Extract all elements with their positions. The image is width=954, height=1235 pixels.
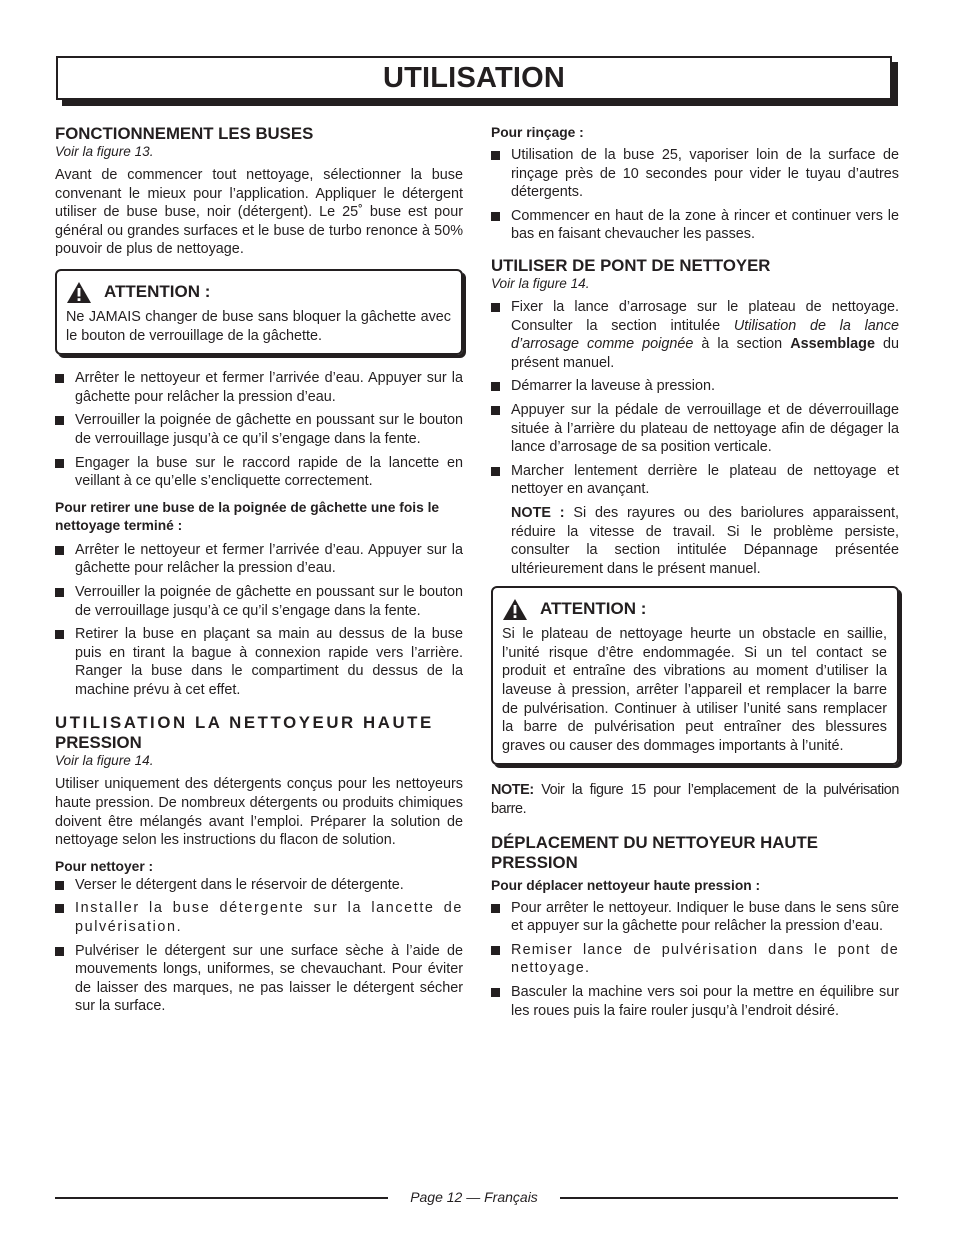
list-item bbox=[491, 462, 899, 499]
figure-ref: Voir la figure 14. bbox=[55, 753, 154, 769]
heading-utilisation-line1: UTILISATION LA NETTOYEUR HAUTE bbox=[55, 713, 434, 733]
list-item bbox=[491, 899, 899, 936]
bullet-square-icon bbox=[491, 151, 500, 160]
subheading-retirer: Pour retirer une buse de la poignée de gâchette une fois le nettoyage terminé : bbox=[55, 499, 440, 533]
page-footer bbox=[55, 1188, 898, 1208]
figure-ref: Voir la figure 14. bbox=[491, 275, 590, 291]
bullet-square-icon bbox=[491, 303, 500, 312]
list-item-strong: Assemblage bbox=[790, 336, 875, 353]
subheading-deplacer: Pour déplacer nettoyeur haute pression : bbox=[491, 877, 761, 893]
list-item bbox=[491, 207, 899, 244]
bullet-square-icon bbox=[55, 374, 64, 383]
left-column bbox=[55, 124, 463, 1024]
bullet-square-icon bbox=[491, 946, 500, 955]
list-item-text: Pour arrêter le nettoyeur. Indiquer le buse dans le sens sûre et appuyer sur la gâchette pour relâcher la pression d’eau. bbox=[511, 899, 899, 935]
bullet-square-icon bbox=[55, 630, 64, 639]
warning-label: ATTENTION : bbox=[540, 599, 647, 619]
note-text: Voir la figure 15 pour l’emplacement de la pulvérisation barre. bbox=[491, 782, 899, 818]
list-item-text: Installer la buse détergente sur la lancette de pulvérisation. bbox=[75, 900, 463, 936]
list-item-text: Retirer la buse en plaçant sa main au dessus de la buse puis en tirant la bague à connexion rapide vers l’arrière. Ranger la buse dans le compartiment du dessus de la machine prévu à cet effet. bbox=[75, 626, 463, 698]
list-item-text: Pulvériser le détergent sur une surface sèche à l’aide de mouvements longs, uniformes, se chevauchant. Pour éviter de laisser des marques, ne pas laisser le détergent sécher sur la surface. bbox=[75, 942, 463, 1015]
list-item-text: Commencer en haut de la zone à rincer et continuer vers le bas en faisant chevaucher les passes. bbox=[511, 207, 899, 243]
bullet-list bbox=[55, 369, 463, 491]
bullet-square-icon bbox=[55, 459, 64, 468]
list-item-text: Appuyer sur la pédale de verrouillage et de déverrouillage située à l’arrière du plateau de nettoyage afin de dégager la lance d’arrosage de sa position verticale. bbox=[511, 401, 899, 456]
list-item bbox=[55, 942, 463, 1016]
subheading-nettoyer: Pour nettoyer : bbox=[55, 858, 154, 874]
right-column bbox=[491, 124, 899, 1028]
list-item-text: à la section bbox=[693, 336, 791, 353]
heading-deplacement: DÉPLACEMENT DU NETTOYEUR HAUTE PRESSION bbox=[491, 832, 818, 872]
list-item-text: du présent manuel. bbox=[511, 336, 899, 371]
warning-box bbox=[55, 269, 463, 355]
list-item bbox=[491, 298, 899, 372]
bullet-square-icon bbox=[55, 881, 64, 890]
list-item bbox=[55, 541, 463, 578]
bullet-list bbox=[55, 876, 463, 1016]
warning-header bbox=[502, 598, 887, 621]
list-item bbox=[55, 369, 463, 406]
title-banner bbox=[56, 56, 898, 106]
page-title: UTILISATION bbox=[382, 61, 566, 94]
bullet-list bbox=[491, 298, 899, 499]
list-item-emphasis: Utilisation de la lance d’arrosage comme poignée bbox=[511, 317, 899, 353]
heading-pont: UTILISER DE PONT DE NETTOYER bbox=[491, 255, 771, 275]
list-item bbox=[491, 377, 899, 396]
bullet-list bbox=[491, 146, 899, 244]
note-label: NOTE : bbox=[511, 504, 565, 521]
bullet-square-icon bbox=[491, 406, 500, 415]
list-item-text: Engager la buse sur le raccord rapide de la lancette en veillant à ce qu’elle s’encliquette correctement. bbox=[75, 454, 463, 490]
list-item bbox=[491, 983, 899, 1020]
bullet-square-icon bbox=[55, 588, 64, 597]
list-item-text: Basculer la machine vers soi pour la mettre en équilibre sur les roues puis la faire rouler jusqu’à l’endroit désiré. bbox=[511, 984, 899, 1019]
warning-label: ATTENTION : bbox=[104, 282, 211, 302]
list-item-text: Verser le détergent dans le réservoir de détergente. bbox=[75, 876, 404, 893]
warning-text: Si le plateau de nettoyage heurte un obstacle en saillie, l’unité risque d’être endommagée. Si un tel contact se produit et entraîne des vibrations au moment d’utiliser la laveuse à pression, arrêter l’appareil et remplacer la barre de pulvérisation. Continuer à utiliser l’unité sans remplacer la barre de pulvérisation peut entraîner des blessures graves ou causer des dommages importants à l’unité. bbox=[502, 626, 887, 754]
heading-fonctionnement: FONCTIONNEMENT LES BUSES bbox=[55, 124, 314, 143]
bullet-square-icon bbox=[491, 988, 500, 997]
heading-utilisation-line2: PRESSION bbox=[55, 733, 142, 753]
paragraph: Utiliser uniquement des détergents conçus pour les nettoyeurs haute pression. De nombreux détergents ou produits chimiques doivent être mélangés avant l’emploi. Préparer la solution de nettoyage selon les instructions du flacon de solution. bbox=[55, 776, 463, 849]
bullet-square-icon bbox=[491, 382, 500, 391]
subheading-rincage: Pour rinçage : bbox=[491, 125, 584, 140]
warning-triangle-icon bbox=[66, 281, 92, 304]
bullet-list bbox=[55, 541, 463, 700]
paragraph: Avant de commencer tout nettoyage, sélectionner la buse convenant le mieux pour l’application. Appliquer le détergent utiliser de buse buse, noir (détergent). Le 25˚ buse est pour général ou grandes surfaces et le buse de turbo renonce à 50% pouvoir de plus de nettoyage. bbox=[55, 167, 463, 258]
title-box bbox=[56, 56, 892, 100]
list-item-text: Remiser lance de pulvérisation dans le pont de nettoyage. bbox=[511, 941, 899, 977]
list-item bbox=[55, 411, 463, 448]
note-inline bbox=[491, 504, 899, 578]
footer-rule-right bbox=[560, 1197, 898, 1199]
list-item bbox=[491, 401, 899, 457]
warning-header bbox=[66, 281, 451, 304]
list-item-text: Arrêter le nettoyeur et fermer l’arrivée d’eau. Appuyer sur la gâchette pour relâcher la pression d’eau. bbox=[75, 370, 463, 405]
warning-text: Ne JAMAIS changer de buse sans bloquer la gâchette avec le bouton de verrouillage de la gâchette. bbox=[66, 308, 451, 344]
bullet-square-icon bbox=[55, 904, 64, 913]
list-item bbox=[55, 454, 463, 491]
list-item-text: Utilisation de la buse 25, vaporiser loin de la surface de rinçage près de 10 secondes pour vider le tuyau d’autres détergents. bbox=[511, 147, 899, 201]
bullet-square-icon bbox=[55, 947, 64, 956]
bullet-square-icon bbox=[491, 467, 500, 476]
list-item-text: Démarrer la laveuse à pression. bbox=[511, 378, 715, 395]
bullet-square-icon bbox=[491, 904, 500, 913]
list-item bbox=[491, 941, 899, 978]
list-item bbox=[55, 583, 463, 620]
figure-ref: Voir la figure 13. bbox=[55, 144, 154, 159]
list-item bbox=[55, 625, 463, 699]
list-item-text: Fixer la lance d’arrosage sur le plateau de nettoyage. Consulter la section intitulée bbox=[511, 298, 899, 334]
bullet-list bbox=[491, 899, 899, 1021]
list-item-text: Verrouiller la poignée de gâchette en poussant sur le bouton de verrouillage jusqu’à ce qu’il s’engage dans la fente. bbox=[75, 583, 463, 619]
list-item bbox=[491, 146, 899, 202]
note-paragraph bbox=[491, 781, 899, 818]
list-item-text: Verrouiller la poignée de gâchette en poussant sur le bouton de verrouillage jusqu’à ce qu’il s’engage dans la fente. bbox=[75, 412, 463, 447]
list-item-text: Marcher lentement derrière le plateau de nettoyage et nettoyer en avançant. bbox=[511, 462, 899, 498]
list-item bbox=[55, 876, 463, 895]
page-number: Page 12 — Français bbox=[410, 1189, 538, 1205]
bullet-square-icon bbox=[55, 416, 64, 425]
note-label: NOTE: bbox=[491, 782, 534, 799]
warning-box bbox=[491, 586, 899, 765]
footer-rule-left bbox=[55, 1197, 388, 1199]
warning-triangle-icon bbox=[502, 598, 528, 621]
note-text: Si des rayures ou des bariolures apparaissent, réduire la vitesse de travail. Si le problème persiste, consulter la section intitulée Dépannage présentée ultérieurement dans le présent manuel. bbox=[511, 504, 899, 577]
bullet-square-icon bbox=[55, 546, 64, 555]
bullet-square-icon bbox=[491, 212, 500, 221]
list-item bbox=[55, 899, 463, 936]
list-item-text: Arrêter le nettoyeur et fermer l’arrivée d’eau. Appuyer sur la gâchette pour relâcher la pression d’eau. bbox=[75, 541, 463, 577]
